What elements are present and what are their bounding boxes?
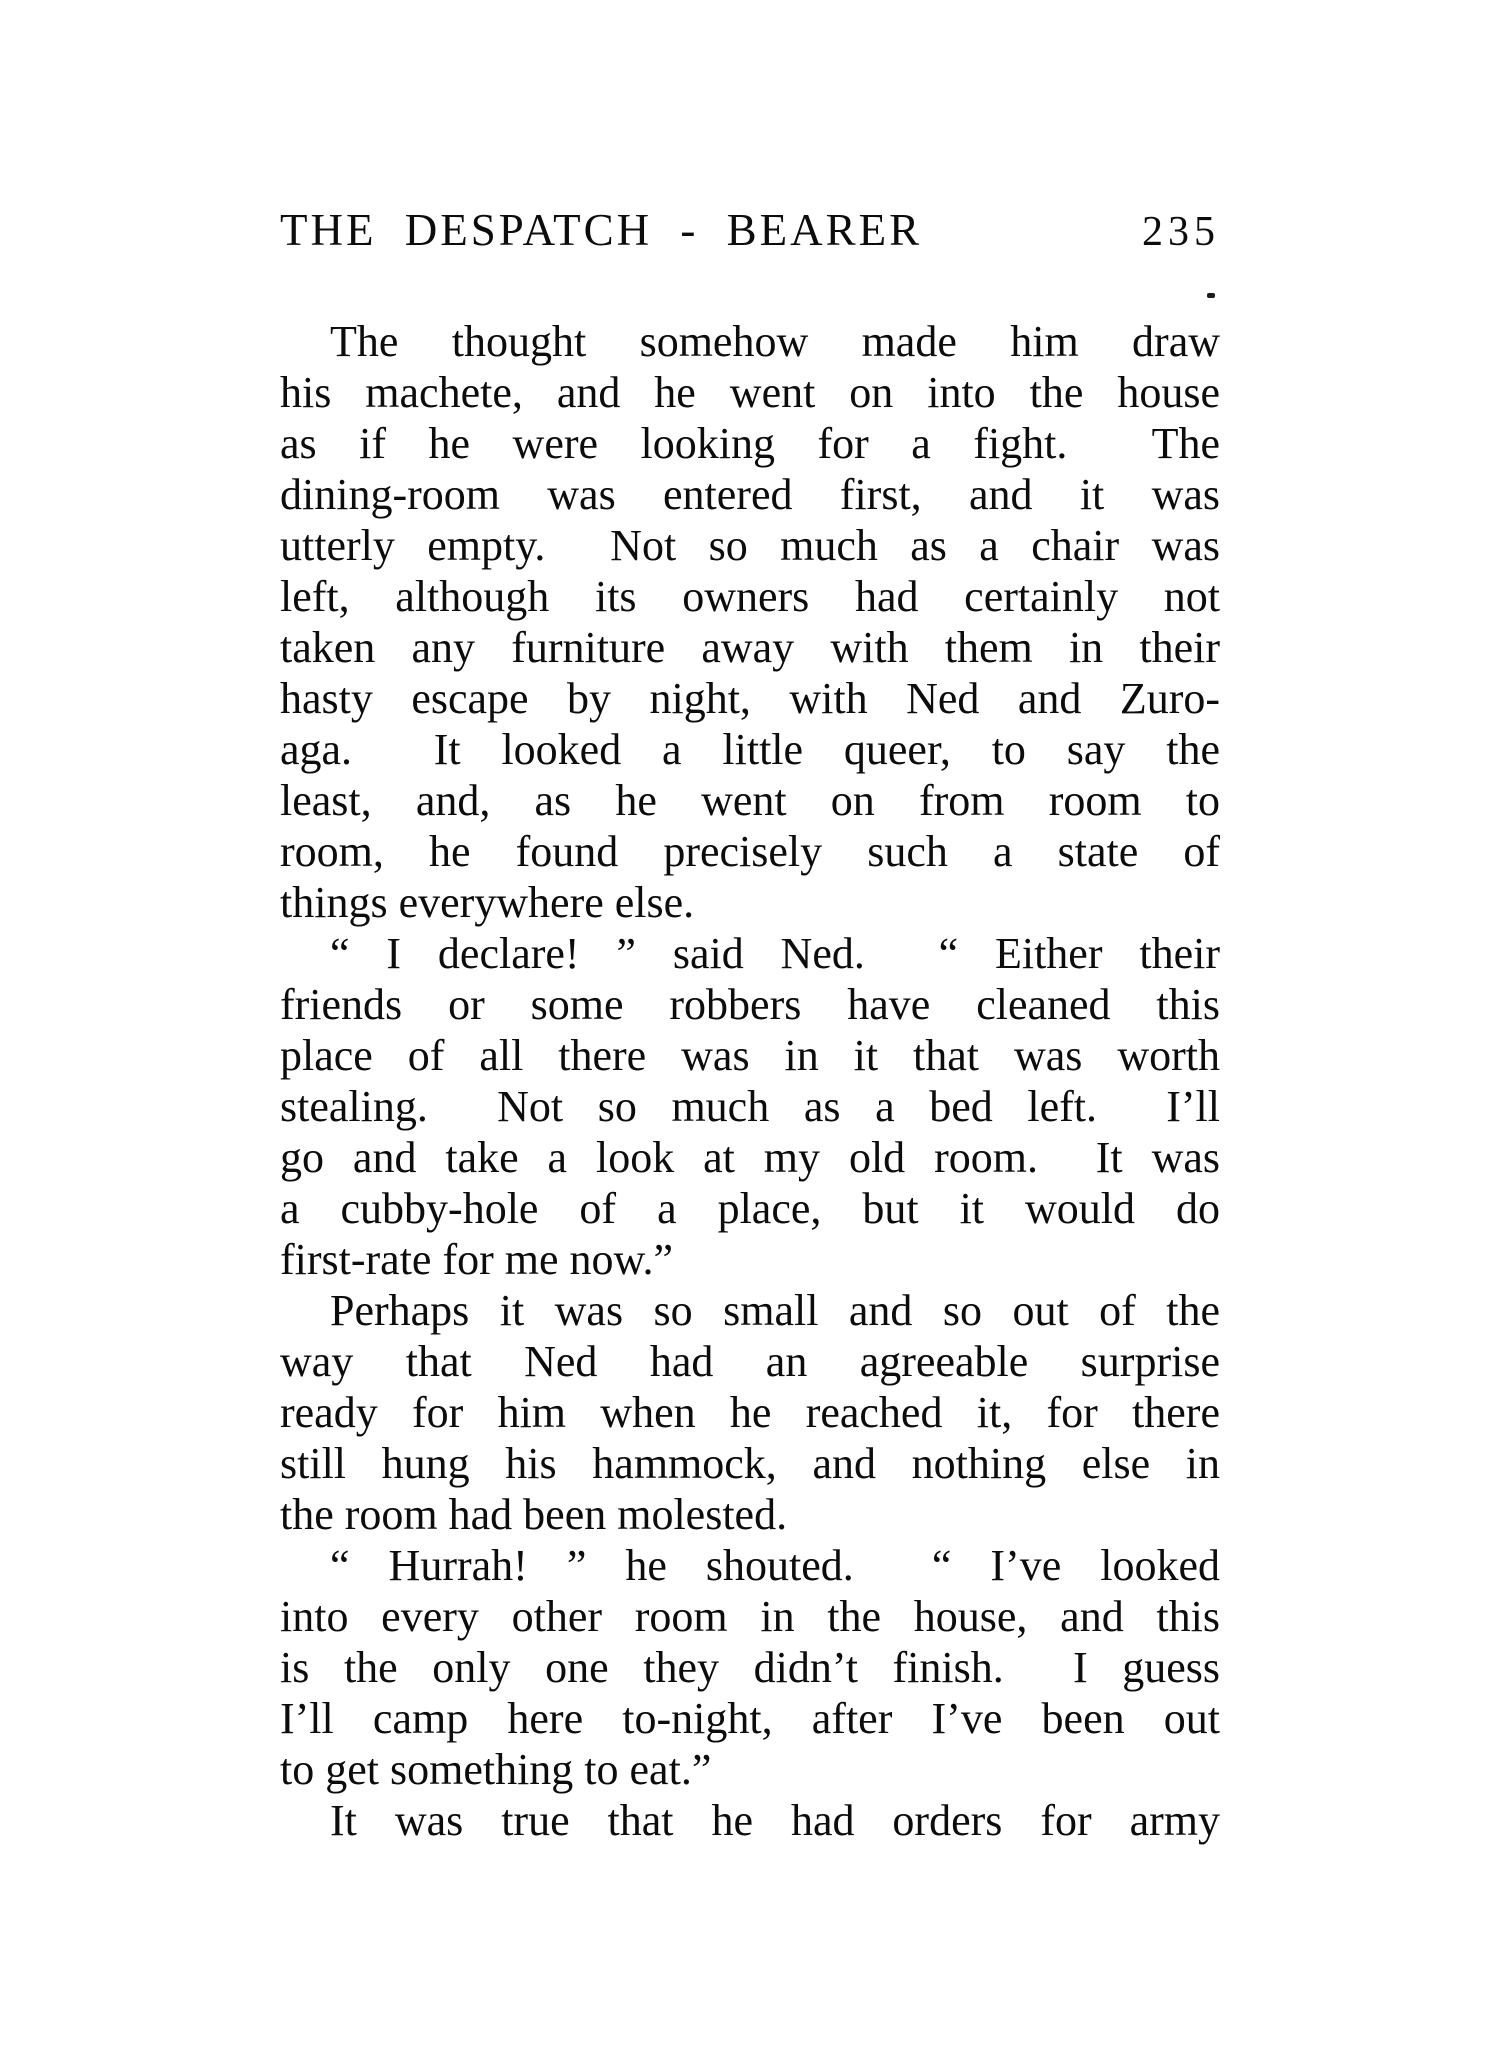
chapter-title: THE DESPATCH - BEARER xyxy=(280,205,923,255)
text-line: first-rate for me now.” xyxy=(280,1235,673,1284)
text-line: aga. It looked a little queer, to say the xyxy=(280,725,1220,774)
text-line: room, he found precisely such a state of xyxy=(280,827,1220,876)
text-line: utterly empty. Not so much as a chair was xyxy=(280,521,1220,570)
text-line: still hung his hammock, and nothing else in xyxy=(280,1439,1220,1488)
text-line: least, and, as he went on from room to xyxy=(280,776,1220,825)
text-line: to get something to eat.” xyxy=(280,1745,712,1794)
text-line: place of all there was in it that was worth xyxy=(280,1031,1220,1080)
text-line: stealing. Not so much as a bed left. I’ll xyxy=(280,1082,1220,1131)
text-line: way that Ned had an agreeable surprise xyxy=(280,1337,1220,1386)
text-line: I’ll camp here to-night, after I’ve been out xyxy=(280,1694,1220,1743)
text-line: things everywhere else. xyxy=(280,878,695,927)
scan-artifact-dot xyxy=(1207,293,1215,298)
body-text xyxy=(280,316,1220,1846)
text-line: hasty escape by night, with Ned and Zuro- xyxy=(280,674,1220,723)
text-line: into every other room in the house, and this xyxy=(280,1592,1220,1641)
text-line: Perhaps it was so small and so out of the xyxy=(330,1286,1220,1335)
text-line: taken any furniture away with them in their xyxy=(280,623,1220,672)
text-line: go and take a look at my old room. It was xyxy=(280,1133,1220,1182)
running-header xyxy=(280,204,1220,256)
text-line: It was true that he had orders for army xyxy=(330,1796,1220,1845)
text-line: a cubby-hole of a place, but it would do xyxy=(280,1184,1220,1233)
text-line: as if he were looking for a fight. The xyxy=(280,419,1220,468)
text-line: friends or some robbers have cleaned this xyxy=(280,980,1220,1029)
text-line: dining-room was entered first, and it was xyxy=(280,470,1220,519)
text-line: “ I declare! ” said Ned. “ Either their xyxy=(330,929,1220,978)
text-line: ready for him when he reached it, for there xyxy=(280,1388,1220,1437)
text-line: left, although its owners had certainly not xyxy=(280,572,1220,621)
text-line: the room had been molested. xyxy=(280,1490,788,1539)
page-number: 235 xyxy=(1142,209,1220,255)
text-line: “ Hurrah! ” he shouted. “ I’ve looked xyxy=(330,1541,1220,1590)
text-line: is the only one they didn’t finish. I guess xyxy=(280,1643,1220,1692)
text-line: his machete, and he went on into the house xyxy=(280,368,1220,417)
text-line: The thought somehow made him draw xyxy=(330,317,1220,366)
